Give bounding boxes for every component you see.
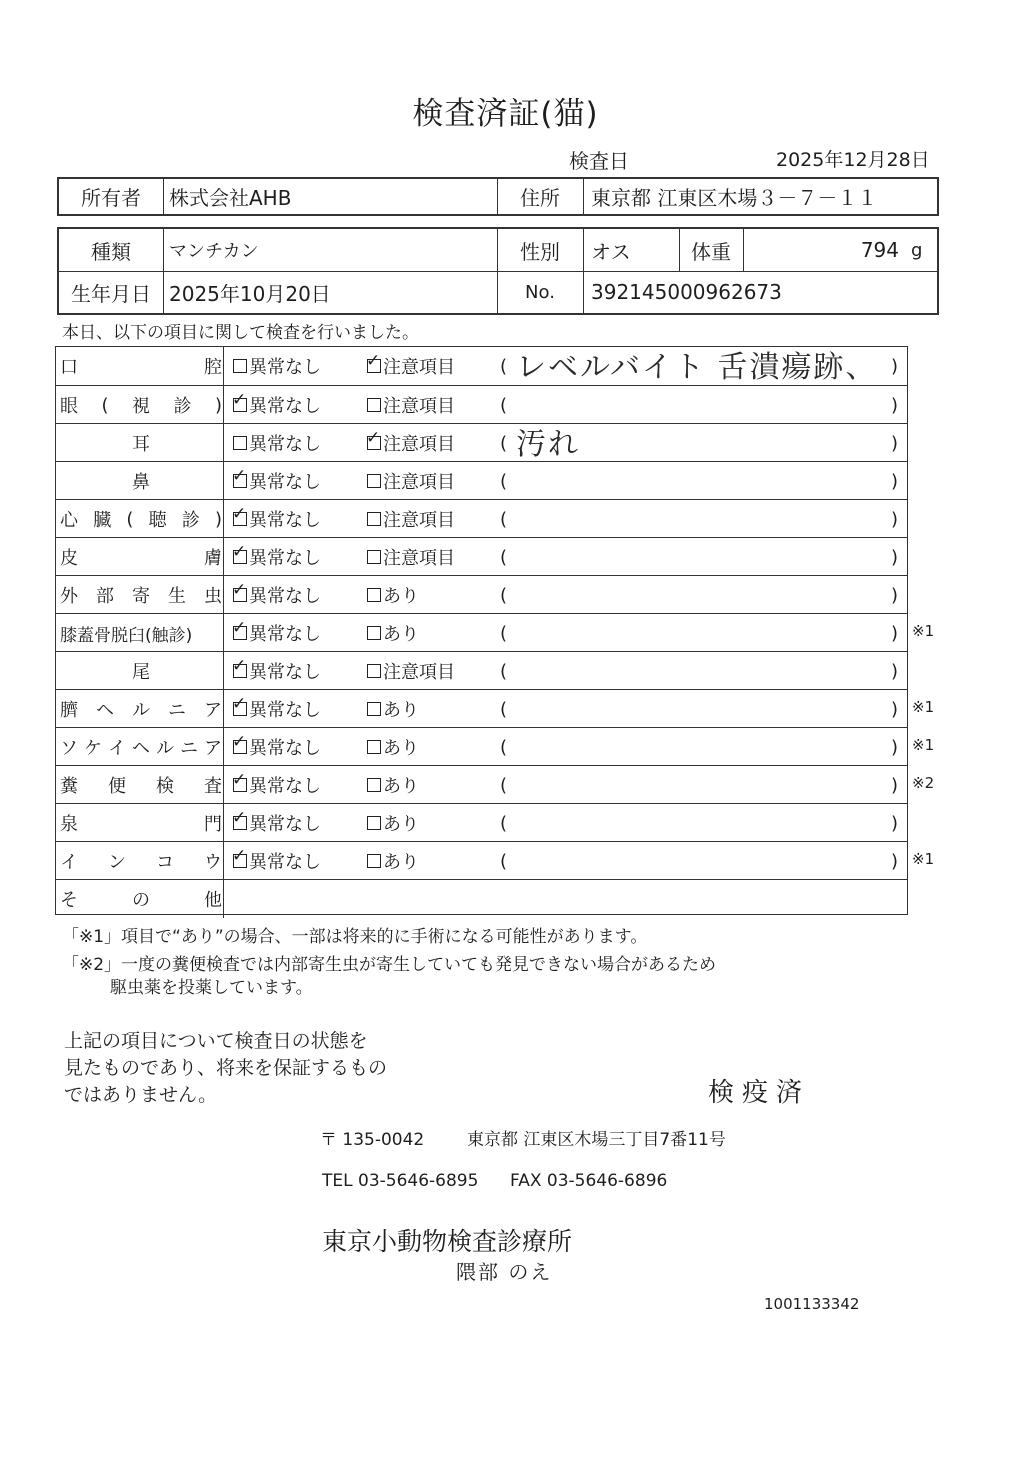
- footnote-mark: ※1: [912, 622, 935, 640]
- paren-close: ): [891, 660, 899, 682]
- checkbox-label: 異常なし: [249, 852, 321, 873]
- checkbox-option-present[interactable]: [367, 576, 419, 614]
- checkbox[interactable]: [232, 808, 247, 830]
- checkbox-label: 異常なし: [249, 662, 321, 683]
- checkbox-option-normal[interactable]: [233, 690, 321, 728]
- paren-close: ): [891, 546, 899, 568]
- address-value: 東京都 江東区木場３－７－１１: [591, 186, 878, 210]
- paren-open: (: [500, 660, 508, 682]
- paren-open: (: [500, 355, 508, 377]
- weight-unit: g: [911, 239, 923, 261]
- check-row: [56, 841, 907, 880]
- checkbox-label: 異常なし: [249, 586, 321, 607]
- serial-number: 1001133342: [764, 1295, 860, 1313]
- checkbox-option-normal[interactable]: [233, 842, 321, 880]
- paren-close: ): [891, 698, 899, 720]
- sex-value: オス: [591, 239, 631, 264]
- paren-open: (: [500, 470, 508, 492]
- footnote-2: 「※2」一度の糞便検査では内部寄生虫が寄生していても発見できない場合があるため: [62, 955, 717, 975]
- checkbox-option-caution[interactable]: [367, 500, 455, 538]
- checkbox[interactable]: [232, 846, 247, 868]
- checkbox-label: 異常なし: [249, 738, 321, 759]
- clinic-postal: 〒 135-0042: [320, 1130, 425, 1150]
- checkbox[interactable]: [366, 428, 381, 450]
- checkbox-option-normal[interactable]: [233, 500, 321, 538]
- paren-open: (: [500, 812, 508, 834]
- checkbox-label: 異常なし: [249, 776, 321, 797]
- check-row-label: 皮 膚: [60, 548, 222, 569]
- checkbox-option-caution[interactable]: [367, 347, 455, 385]
- checkbox-option-present[interactable]: [367, 614, 419, 652]
- owner-value: 株式会社AHB: [169, 186, 292, 210]
- check-row: [56, 537, 907, 576]
- weight-label: 体重: [691, 239, 731, 264]
- checkbox-label: 異常なし: [249, 434, 321, 455]
- check-row-label: 眼 ( 視 診 ): [60, 394, 222, 417]
- disclaimer-line: 上記の項目について検査日の状態を: [64, 1030, 368, 1052]
- checkbox[interactable]: [367, 816, 381, 830]
- clinic-name: 東京小動物検査診療所: [322, 1227, 573, 1256]
- checkbox-option-present[interactable]: [367, 690, 419, 728]
- paren-close: ): [891, 774, 899, 796]
- pet-table: [57, 227, 939, 315]
- checkbox[interactable]: [232, 542, 247, 564]
- check-row: [56, 499, 907, 538]
- check-mark-icon: ✓: [232, 808, 247, 828]
- owner-table: [57, 177, 939, 216]
- veterinarian-name: 隈部 のえ: [456, 1260, 553, 1284]
- checkbox-option-present[interactable]: [367, 728, 419, 766]
- checkbox-label: 異常なし: [249, 510, 321, 531]
- checkbox-option-normal[interactable]: [233, 462, 321, 500]
- inspection-date: 2025年12月28日: [776, 149, 930, 171]
- check-row: [56, 765, 907, 804]
- check-row: [56, 423, 907, 462]
- check-mark-icon: ✓: [232, 846, 247, 866]
- footnote-1: 「※1」項目で“あり”の場合、一部は将来的に手術になる可能性があります。: [62, 927, 648, 947]
- checkbox-label: 注意項目: [383, 434, 455, 455]
- checkbox[interactable]: [232, 580, 247, 602]
- checkbox-label: 注意項目: [383, 662, 455, 683]
- document-title: 検査済証(猫): [412, 96, 599, 132]
- paren-close: ): [891, 432, 899, 454]
- footnote-2-cont: 駆虫薬を投薬しています。: [110, 978, 313, 998]
- checkbox-label: 注意項目: [383, 396, 455, 417]
- check-row-label: 泉 門: [60, 814, 222, 835]
- paren-open: (: [500, 546, 508, 568]
- handwritten-note: レベルバイト 舌潰瘍跡、: [516, 350, 878, 385]
- footnote-mark: ※1: [912, 698, 935, 716]
- intro-text: 本日、以下の項目に関して検査を行いました。: [62, 323, 419, 343]
- checkbox-option-normal[interactable]: [233, 614, 321, 652]
- check-mark-icon: ✓: [232, 770, 247, 790]
- check-mark-icon: ✓: [232, 656, 247, 676]
- check-row-label: 臍 ヘ ル ニ ア: [60, 700, 222, 721]
- checkbox[interactable]: [232, 466, 247, 488]
- check-mark-icon: ✓: [232, 732, 247, 752]
- check-row: [56, 727, 907, 766]
- checkbox[interactable]: [367, 854, 381, 868]
- check-mark-icon: ✓: [232, 618, 247, 638]
- paren-open: (: [500, 698, 508, 720]
- check-row: [56, 689, 907, 728]
- checkbox-option-present[interactable]: [367, 766, 419, 804]
- check-mark-icon: ✓: [232, 542, 247, 562]
- check-mark-icon: ✓: [232, 580, 247, 600]
- checkbox[interactable]: [367, 626, 381, 640]
- checkbox-label: あり: [383, 738, 419, 759]
- disclaimer-line: 見たものであり、将来を保証するもの: [64, 1057, 388, 1079]
- checkbox-label: 異常なし: [249, 472, 321, 493]
- checkbox-label: あり: [383, 776, 419, 797]
- checkbox[interactable]: [233, 359, 247, 373]
- paren-close: ): [891, 470, 899, 492]
- paren-open: (: [500, 736, 508, 758]
- checkbox[interactable]: [367, 398, 381, 412]
- footnote-mark: ※1: [912, 850, 935, 868]
- breed-label: 種類: [91, 239, 131, 264]
- paren-open: (: [500, 584, 508, 606]
- no-value: 392145000962673: [591, 280, 782, 304]
- checkbox[interactable]: [366, 351, 381, 373]
- checkbox-option-normal[interactable]: [233, 424, 321, 462]
- checkbox-label: あり: [383, 852, 419, 873]
- checkbox-label: 注意項目: [383, 472, 455, 493]
- check-row-label: 耳: [132, 434, 150, 455]
- check-row-label: 膝蓋骨脱臼(触診): [60, 625, 193, 646]
- check-row: [56, 461, 907, 500]
- checkbox-option-present[interactable]: [367, 804, 419, 842]
- check-row: [56, 613, 907, 652]
- checkbox-option-normal[interactable]: [233, 576, 321, 614]
- paren-close: ): [891, 584, 899, 606]
- checkbox[interactable]: [232, 504, 247, 526]
- checkbox-label: 異常なし: [249, 624, 321, 645]
- checkbox[interactable]: [367, 740, 381, 754]
- paren-close: ): [891, 736, 899, 758]
- clinic-fax: FAX 03-5646-6896: [510, 1171, 668, 1191]
- checkbox[interactable]: [232, 694, 247, 716]
- paren-open: (: [500, 774, 508, 796]
- check-row: [56, 385, 907, 424]
- checkbox[interactable]: [232, 618, 247, 640]
- footnote-mark: ※1: [912, 736, 935, 754]
- check-row: [56, 803, 907, 842]
- checkbox-option-normal[interactable]: [233, 347, 321, 385]
- birth-label: 生年月日: [71, 281, 151, 306]
- weight-value: 794: [860, 238, 899, 262]
- paren-close: ): [891, 355, 899, 377]
- checkbox[interactable]: [367, 474, 381, 488]
- checkbox-option-present[interactable]: [367, 842, 419, 880]
- check-row: [56, 879, 907, 918]
- checkbox-option-normal[interactable]: [233, 804, 321, 842]
- check-row: [56, 347, 907, 385]
- sex-label: 性別: [520, 239, 560, 264]
- checkbox[interactable]: [367, 512, 381, 526]
- breed-value: マンチカン: [169, 241, 259, 262]
- checkbox-option-normal[interactable]: [233, 728, 321, 766]
- checkbox[interactable]: [232, 390, 247, 412]
- quarantine-stamp: 検疫済: [708, 1078, 811, 1108]
- paren-open: (: [500, 622, 508, 644]
- checkbox-label: 異常なし: [249, 548, 321, 569]
- check-mark-icon: ✓: [366, 428, 381, 448]
- paren-close: ): [891, 394, 899, 416]
- check-row-label: ソ ケ イ ヘ ル ニ ア: [60, 738, 222, 759]
- check-mark-icon: ✓: [232, 390, 247, 410]
- check-row-label: 外 部 寄 生 虫: [60, 586, 222, 607]
- checkbox-label: 異常なし: [249, 396, 321, 417]
- check-mark-icon: ✓: [232, 504, 247, 524]
- footnote-mark: ※2: [912, 774, 935, 792]
- checkbox-label: あり: [383, 814, 419, 835]
- check-row-label: 口 腔: [60, 357, 222, 378]
- clinic-tel: TEL 03-5646-6895: [322, 1171, 479, 1191]
- checkbox-label: 注意項目: [383, 548, 455, 569]
- handwritten-note: 汚れ: [516, 427, 580, 462]
- paren-open: (: [500, 432, 508, 454]
- owner-label: 所有者: [81, 186, 141, 210]
- birth-value: 2025年10月20日: [169, 281, 331, 306]
- no-label: No.: [525, 281, 555, 303]
- checkbox-option-normal[interactable]: [233, 766, 321, 804]
- checkbox-option-caution[interactable]: [367, 386, 455, 424]
- checklist-table: [55, 346, 908, 915]
- check-row-label: 尾: [132, 662, 150, 683]
- paren-close: ): [891, 850, 899, 872]
- disclaimer: [64, 1028, 387, 1109]
- clinic-address: 東京都 江東区木場三丁目7番11号: [467, 1130, 726, 1150]
- checkbox[interactable]: [367, 550, 381, 564]
- checkbox-option-normal[interactable]: [233, 386, 321, 424]
- checkbox[interactable]: [232, 656, 247, 678]
- check-row-label: 鼻: [132, 472, 150, 493]
- check-row-label: イ ン コ ウ: [60, 852, 222, 873]
- checkbox[interactable]: [232, 732, 247, 754]
- checkbox-label: 注意項目: [383, 357, 455, 378]
- checkbox-label: あり: [383, 586, 419, 607]
- checkbox[interactable]: [367, 778, 381, 792]
- inspection-date-label: 検査日: [569, 149, 629, 173]
- check-mark-icon: ✓: [232, 694, 247, 714]
- paren-close: ): [891, 622, 899, 644]
- check-mark-icon: ✓: [366, 351, 381, 371]
- checkbox-option-caution[interactable]: [367, 538, 455, 576]
- paren-close: ): [891, 812, 899, 834]
- checkbox-label: 異常なし: [249, 357, 321, 378]
- paren-open: (: [500, 850, 508, 872]
- paren-open: (: [500, 508, 508, 530]
- checkbox-label: 異常なし: [249, 814, 321, 835]
- paren-close: ): [891, 508, 899, 530]
- checkbox-label: 注意項目: [383, 510, 455, 531]
- checkbox-label: あり: [383, 624, 419, 645]
- check-row: [56, 651, 907, 690]
- checkbox-option-caution[interactable]: [367, 424, 455, 462]
- checkbox-label: 異常なし: [249, 700, 321, 721]
- checkbox-option-caution[interactable]: [367, 652, 455, 690]
- checkbox[interactable]: [367, 664, 381, 678]
- check-row: [56, 575, 907, 614]
- checkbox[interactable]: [367, 702, 381, 716]
- checkbox[interactable]: [232, 770, 247, 792]
- disclaimer-line: ではありません。: [64, 1084, 218, 1106]
- checkbox-option-normal[interactable]: [233, 652, 321, 690]
- check-row-label: 心 臓 ( 聴 診 ): [60, 508, 222, 531]
- address-label: 住所: [520, 186, 560, 210]
- checkbox-option-caution[interactable]: [367, 462, 455, 500]
- check-row-label: そ の 他: [60, 890, 222, 911]
- checkbox-label: あり: [383, 700, 419, 721]
- checkbox[interactable]: [233, 436, 247, 450]
- check-mark-icon: ✓: [232, 466, 247, 486]
- paren-open: (: [500, 394, 508, 416]
- checkbox-option-normal[interactable]: [233, 538, 321, 576]
- check-row-label: 糞 便 検 査: [60, 776, 222, 797]
- checkbox[interactable]: [367, 588, 381, 602]
